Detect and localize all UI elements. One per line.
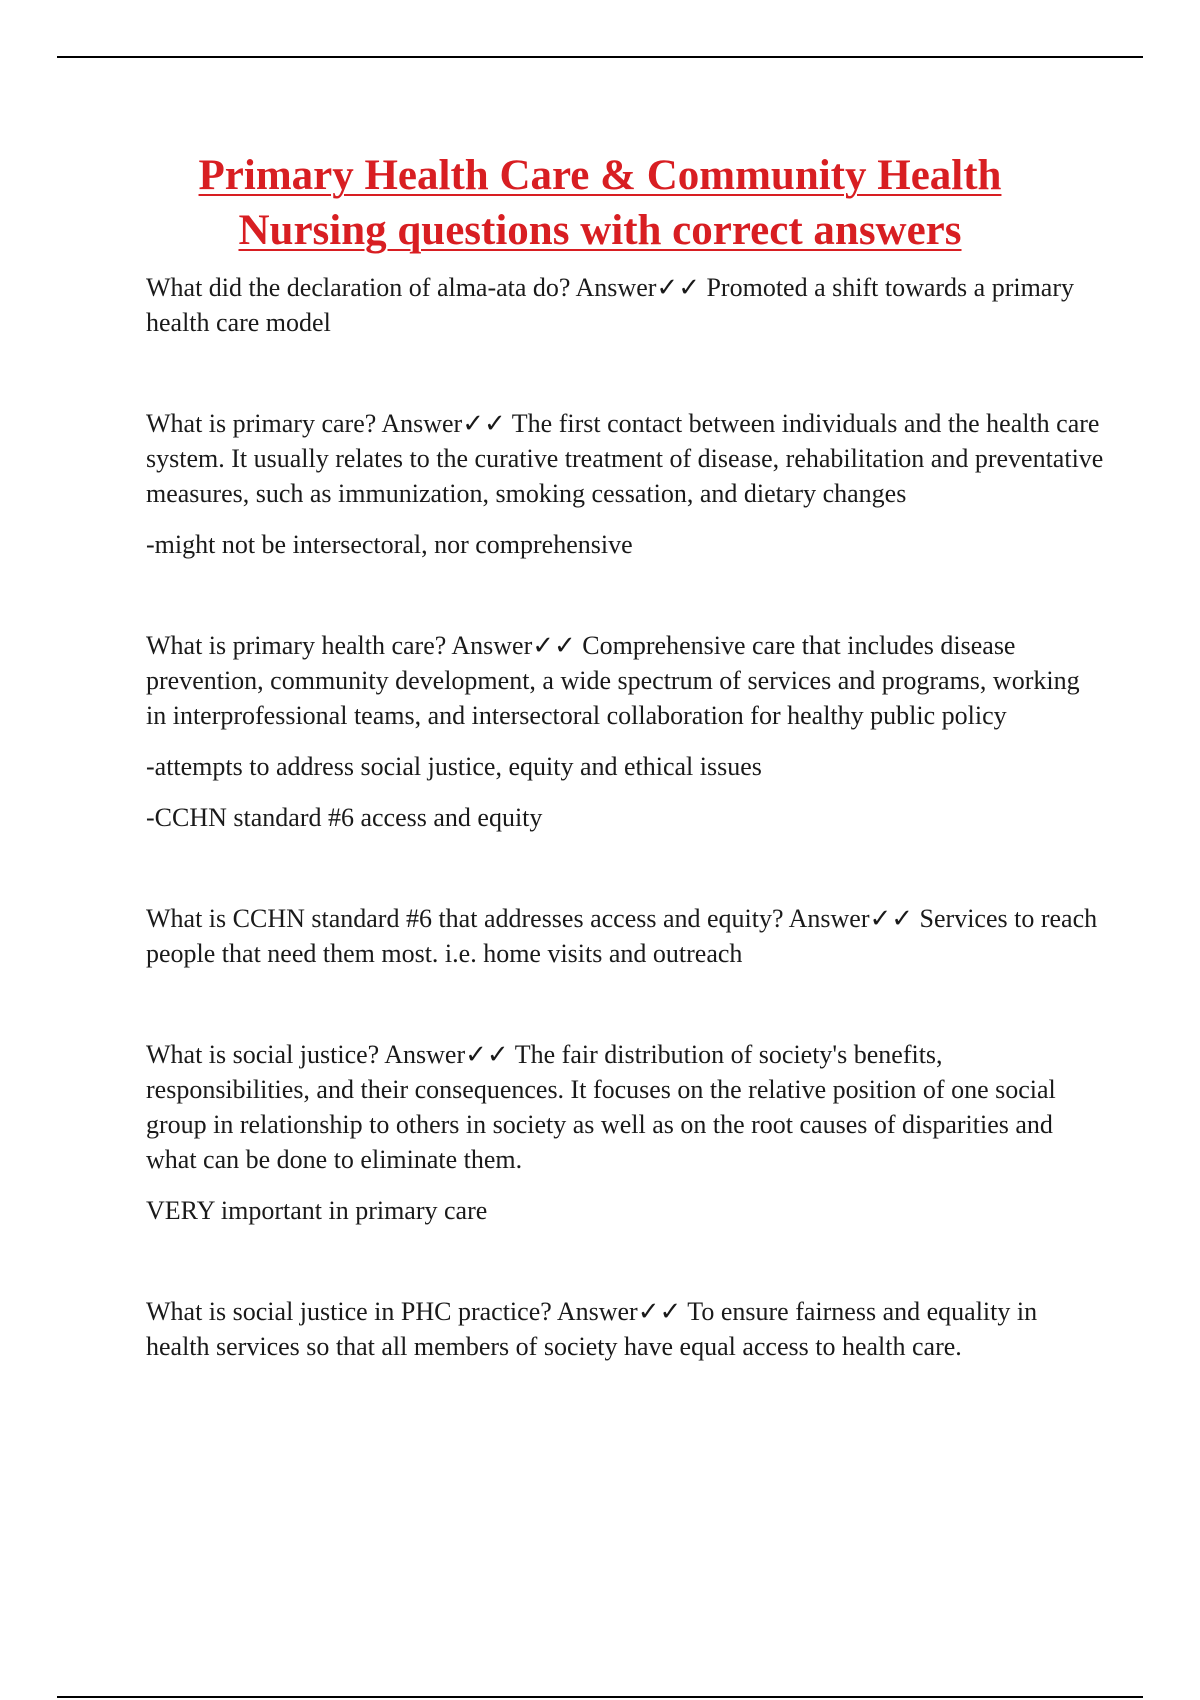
qa-entry-social-justice-phc — [146, 1294, 1106, 1364]
qa-question-answer: What is primary care? Answer✓✓ The first contact between individuals and the health care system. It usually relates to the curative treatment of disease, rehabilitation and preventative measures, such as immunization, smoking cessation, and dietary changes — [146, 409, 1104, 508]
qa-content — [146, 270, 1106, 1364]
qa-entry-cchn-standard-6 — [146, 901, 1106, 971]
qa-question-answer: What is social justice? Answer✓✓ The fair distribution of society's benefits, responsibilities, and their consequences. It focuses on the relative position of one social group in relationship to others in society as well as on the root causes of disparities and what can be done to eliminate them. — [146, 1040, 1056, 1174]
qa-note: VERY important in primary care — [146, 1196, 488, 1225]
bottom-rule — [57, 1696, 1143, 1698]
qa-question-answer: What did the declaration of alma-ata do? Answer✓✓ Promoted a shift towards a primary health care model — [146, 273, 1075, 337]
qa-note: -attempts to address social justice, equity and ethical issues — [146, 752, 762, 781]
qa-question-answer: What is primary health care? Answer✓✓ Comprehensive care that includes disease prevention, community development, a wide spectrum of services and programs, working in interprofessional teams, and intersectoral collaboration for healthy public policy — [146, 631, 1080, 730]
title-line-2: Nursing questions with correct answers — [238, 207, 962, 254]
document-title — [120, 148, 1080, 258]
title-line-1: Primary Health Care & Community Health — [198, 152, 1002, 199]
qa-question-answer: What is social justice in PHC practice? Answer✓✓ To ensure fairness and equality in health services so that all members of society have equal access to health care. — [146, 1297, 1038, 1361]
qa-note: -CCHN standard #6 access and equity — [146, 803, 543, 832]
qa-note: -might not be intersectoral, nor comprehensive — [146, 530, 633, 559]
qa-entry-alma-ata — [146, 270, 1106, 340]
top-rule — [57, 56, 1143, 58]
qa-question-answer: What is CCHN standard #6 that addresses access and equity? Answer✓✓ Services to reach people that need them most. i.e. home visits and outreach — [146, 904, 1098, 968]
qa-entry-primary-health-care — [146, 628, 1106, 835]
qa-entry-social-justice — [146, 1037, 1106, 1228]
qa-entry-primary-care — [146, 406, 1106, 562]
